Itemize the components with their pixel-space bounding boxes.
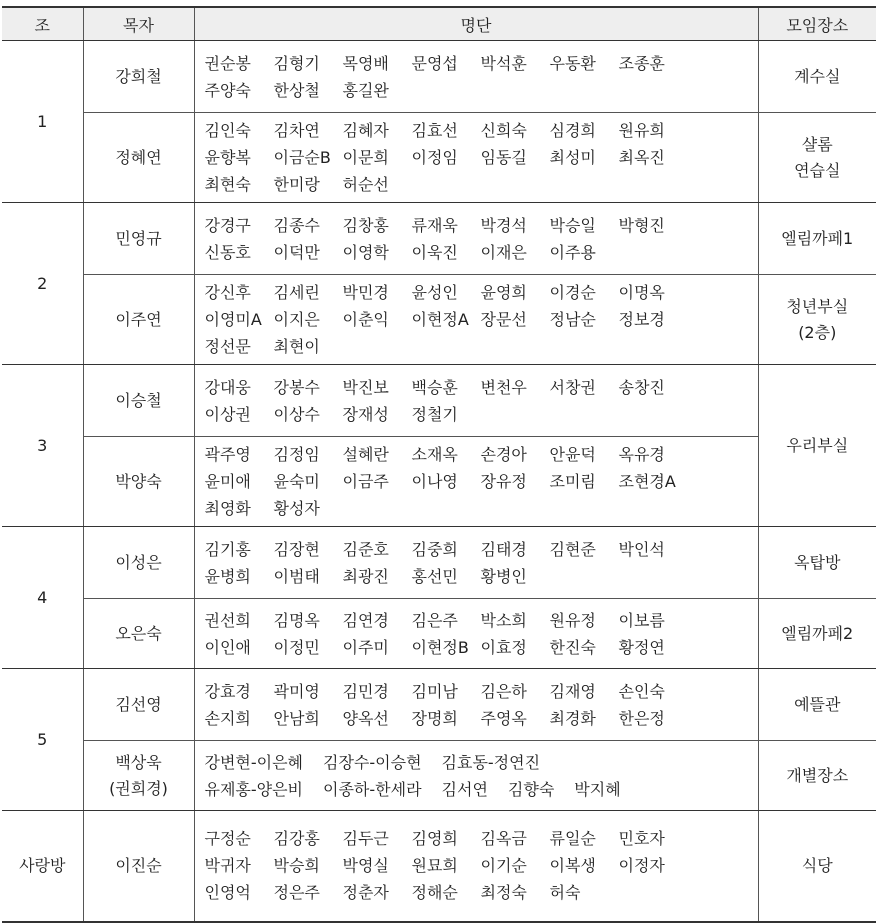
roster-body (2, 41, 876, 922)
pastor-line: 정혜연 (115, 147, 162, 167)
member-name: 이덕만 (273, 242, 320, 262)
member-name: 최정숙 (480, 883, 527, 903)
member-name: 박인석 (618, 539, 665, 559)
member-name: 김민경 (342, 681, 389, 701)
member-name: 인영억 (204, 883, 251, 903)
pastor-name (83, 527, 194, 599)
member-line (205, 678, 752, 705)
member-name: 허숙 (549, 883, 581, 903)
header-row (2, 7, 876, 41)
meeting-location (758, 275, 876, 365)
member-line (205, 749, 752, 776)
roster-row (2, 437, 876, 527)
location-line: 엘림까페2 (781, 623, 854, 643)
member-name: 박귀자 (204, 856, 251, 876)
group-number: 3 (2, 365, 83, 527)
member-name: 김세린 (273, 283, 320, 302)
member-name: 권순봉 (204, 53, 251, 73)
member-name: 조현경A (618, 472, 676, 491)
pastor-name (83, 669, 194, 741)
pastor-name (83, 599, 194, 669)
member-line (205, 852, 752, 879)
member-name: 양옥선 (342, 708, 389, 728)
member-name: 장유정 (480, 472, 527, 491)
member-name: 정철기 (411, 404, 458, 424)
member-name: 장재성 (342, 404, 389, 424)
member-name: 최영화 (204, 499, 251, 518)
member-line (205, 401, 752, 428)
member-name: 이영학 (342, 242, 389, 262)
member-name: 류일순 (549, 829, 596, 849)
member-name: 김향숙 (507, 779, 555, 799)
roster-table (2, 6, 876, 923)
member-name: 최옥진 (618, 148, 665, 167)
member-line (205, 212, 752, 239)
member-name: 이주용 (549, 242, 596, 262)
member-name: 이금순B (273, 148, 331, 167)
member-name: 이범태 (273, 566, 320, 586)
member-line (205, 333, 752, 360)
member-name: 이정민 (273, 637, 320, 657)
location-line: 개별장소 (786, 765, 849, 785)
member-line (205, 441, 752, 468)
member-line (205, 117, 752, 144)
member-name: 이복생 (549, 856, 596, 876)
meeting-location (758, 365, 876, 527)
pastor-line: 이진순 (115, 855, 162, 875)
member-name: 임동길 (480, 148, 527, 167)
member-name: 신희숙 (480, 121, 527, 140)
member-name: 설혜란 (342, 445, 389, 464)
member-list (194, 599, 758, 669)
member-name: 문영섭 (411, 53, 458, 73)
roster-row (2, 669, 876, 741)
member-name: 김현준 (549, 539, 596, 559)
roster-row (2, 275, 876, 365)
member-name: 심경희 (549, 121, 596, 140)
member-list (194, 41, 758, 113)
member-line (205, 776, 752, 803)
member-name: 조종훈 (618, 53, 665, 73)
location-line: 식당 (801, 855, 833, 875)
member-name: 홍선민 (411, 566, 458, 586)
member-name: 한진숙 (549, 637, 596, 657)
pastor-line: 민영규 (115, 228, 162, 248)
member-name: 이보름 (618, 610, 665, 630)
meeting-location (758, 669, 876, 741)
member-name: 이효정 (480, 637, 527, 657)
member-line (205, 171, 752, 198)
pastor-name (83, 203, 194, 275)
member-name: 이종하-한세라 (323, 779, 422, 799)
member-name: 이문희 (342, 148, 389, 167)
member-name: 윤병희 (204, 566, 251, 586)
member-name: 윤미애 (204, 472, 251, 491)
member-name: 강봉수 (273, 377, 320, 397)
member-name: 최현숙 (204, 175, 251, 194)
member-name: 신동호 (204, 242, 251, 262)
header-location: 모임장소 (758, 7, 876, 41)
location-line: 청년부실 (786, 296, 849, 316)
member-line (205, 705, 752, 732)
member-name: 김효동-정연진 (441, 752, 541, 772)
member-name: 강경구 (204, 215, 251, 235)
pastor-line: 이승철 (115, 390, 162, 410)
member-name: 김명옥 (273, 610, 320, 630)
member-name: 이춘익 (342, 310, 389, 329)
member-list (194, 741, 758, 811)
roster-row (2, 599, 876, 669)
roster-row (2, 113, 876, 203)
member-name: 이상권 (204, 404, 251, 424)
member-name: 한상철 (273, 80, 320, 100)
meeting-location (758, 41, 876, 113)
member-line (205, 879, 752, 906)
member-list (194, 669, 758, 741)
member-line (205, 374, 752, 401)
member-name: 손지희 (204, 708, 251, 728)
member-name: 안윤덕 (549, 445, 596, 464)
member-line (205, 536, 752, 563)
pastor-name (83, 741, 194, 811)
pastor-line: (권희경) (109, 778, 168, 798)
roster-row (2, 811, 876, 922)
member-name: 윤영희 (480, 283, 527, 302)
member-name: 윤향복 (204, 148, 251, 167)
member-list (194, 527, 758, 599)
member-line (205, 634, 752, 661)
member-name: 김정임 (273, 445, 320, 464)
member-name: 김두근 (342, 829, 389, 849)
location-line: (2층) (798, 322, 837, 342)
member-line (205, 607, 752, 634)
member-name: 김옥금 (480, 829, 527, 849)
member-line (205, 279, 752, 306)
member-name: 구정순 (204, 829, 251, 849)
member-list (194, 203, 758, 275)
member-name: 원유희 (618, 121, 665, 140)
member-name: 장명희 (411, 708, 458, 728)
member-name: 원묘희 (411, 856, 458, 876)
member-line (205, 495, 752, 522)
member-name: 유제홍-양은비 (204, 779, 304, 799)
member-name: 김인숙 (204, 121, 251, 140)
pastor-line: 백상욱 (115, 752, 162, 772)
member-line (205, 144, 752, 171)
pastor-line: 이성은 (115, 552, 162, 572)
meeting-location (758, 741, 876, 811)
member-name: 박진보 (342, 377, 389, 397)
member-name: 변천우 (480, 377, 527, 397)
member-name: 이명옥 (618, 283, 665, 302)
member-name: 황정연 (618, 637, 665, 657)
member-name: 김연경 (342, 610, 389, 630)
member-name: 강효경 (204, 681, 251, 701)
member-list (194, 365, 758, 437)
member-name: 목영배 (342, 53, 389, 73)
member-name: 서창권 (549, 377, 596, 397)
member-name: 원유정 (549, 610, 596, 630)
member-name: 박지혜 (574, 779, 621, 799)
member-name: 김차연 (273, 121, 320, 140)
member-name: 김효선 (411, 121, 458, 140)
meeting-location (758, 203, 876, 275)
member-name: 최현이 (273, 337, 320, 356)
member-name: 이욱진 (411, 242, 458, 262)
location-line: 옥탑방 (794, 552, 841, 572)
member-name: 안남희 (273, 708, 320, 728)
member-list (194, 275, 758, 365)
member-name: 민호자 (618, 829, 665, 849)
member-name: 김기홍 (204, 539, 251, 559)
member-name: 최광진 (342, 566, 389, 586)
pastor-name (83, 41, 194, 113)
location-line: 연습실 (794, 160, 841, 180)
member-name: 정춘자 (342, 883, 389, 903)
pastor-line: 강희철 (115, 66, 162, 86)
member-name: 권선희 (204, 610, 251, 630)
member-name: 김재영 (549, 681, 596, 701)
member-name: 정해순 (411, 883, 458, 903)
member-name: 윤숙미 (273, 472, 320, 491)
member-name: 박소희 (480, 610, 527, 630)
member-name: 박승희 (273, 856, 320, 876)
member-name: 정보경 (618, 310, 665, 329)
member-line (205, 239, 752, 266)
member-list (194, 811, 758, 922)
member-name: 이지은 (273, 310, 320, 329)
member-name: 윤성인 (411, 283, 458, 302)
member-name: 손경아 (480, 445, 527, 464)
member-name: 우동환 (549, 53, 596, 73)
group-number: 2 (2, 203, 83, 365)
group-number: 1 (2, 41, 83, 203)
member-name: 손인숙 (618, 681, 665, 701)
location-line: 우리부실 (786, 435, 849, 455)
member-name: 이금주 (342, 472, 389, 491)
member-list (194, 113, 758, 203)
member-name: 소재옥 (411, 445, 458, 464)
roster-row (2, 741, 876, 811)
group-number: 사랑방 (2, 811, 83, 922)
member-name: 박석훈 (480, 53, 527, 73)
member-name: 김장현 (273, 539, 320, 559)
member-name: 김태경 (480, 539, 527, 559)
pastor-name (83, 275, 194, 365)
member-name: 주영옥 (480, 708, 527, 728)
pastor-line: 오은숙 (115, 623, 162, 643)
member-name: 이현정A (411, 310, 469, 329)
member-name: 김강홍 (273, 829, 320, 849)
member-name: 이정자 (618, 856, 665, 876)
member-name: 강신후 (204, 283, 251, 302)
pastor-line: 김선영 (115, 694, 162, 714)
member-name: 백승훈 (411, 377, 458, 397)
member-name: 주양숙 (204, 80, 251, 100)
header-group: 조 (2, 7, 83, 41)
member-name: 김장수-이승현 (323, 752, 422, 772)
member-name: 김창홍 (342, 215, 389, 235)
member-name: 김종수 (273, 215, 320, 235)
member-line (205, 77, 752, 104)
pastor-line: 이주연 (115, 309, 162, 329)
member-name: 이나영 (411, 472, 458, 491)
member-name: 이주미 (342, 637, 389, 657)
roster-row (2, 203, 876, 275)
pastor-line: 박양숙 (115, 471, 162, 491)
member-name: 정은주 (273, 883, 320, 903)
member-name: 김영희 (411, 829, 458, 849)
meeting-location (758, 599, 876, 669)
group-number: 4 (2, 527, 83, 669)
member-name: 정남순 (549, 310, 596, 329)
member-name: 이현정B (411, 637, 469, 657)
location-line: 샬롬 (801, 134, 833, 154)
member-name: 김서연 (441, 779, 488, 799)
member-name: 김형기 (273, 53, 320, 73)
member-line (205, 306, 752, 333)
pastor-name (83, 811, 194, 922)
member-name: 조미림 (549, 472, 596, 491)
member-name: 박승일 (549, 215, 596, 235)
member-line (205, 468, 752, 495)
member-name: 박민경 (342, 283, 389, 302)
member-name: 곽미영 (273, 681, 320, 701)
member-name: 송창진 (618, 377, 665, 397)
meeting-location (758, 811, 876, 922)
member-name: 이상수 (273, 404, 320, 424)
member-name: 류재욱 (411, 215, 458, 235)
member-name: 김혜자 (342, 121, 389, 140)
header-members: 명단 (194, 7, 758, 41)
member-name: 한은정 (618, 708, 665, 728)
member-name: 김은주 (411, 610, 458, 630)
member-name: 황성자 (273, 499, 320, 518)
member-name: 이영미A (204, 310, 262, 329)
member-name: 최경화 (549, 708, 596, 728)
member-line (205, 563, 752, 590)
member-name: 곽주영 (204, 445, 251, 464)
member-name: 이정임 (411, 148, 458, 167)
meeting-location (758, 527, 876, 599)
member-line (205, 50, 752, 77)
roster-row (2, 365, 876, 437)
member-name: 이인애 (204, 637, 251, 657)
member-list (194, 437, 758, 527)
pastor-name (83, 437, 194, 527)
member-name: 박경석 (480, 215, 527, 235)
member-line (205, 825, 752, 852)
member-name: 최성미 (549, 148, 596, 167)
meeting-location (758, 113, 876, 203)
member-name: 정선문 (204, 337, 251, 356)
member-name: 홍길완 (342, 80, 389, 100)
pastor-name (83, 365, 194, 437)
location-line: 엘림까페1 (781, 228, 854, 248)
member-name: 장문선 (480, 310, 527, 329)
location-line: 예뜰관 (794, 694, 841, 714)
member-name: 김중희 (411, 539, 458, 559)
location-line: 계수실 (794, 66, 841, 86)
group-number: 5 (2, 669, 83, 811)
member-name: 황병인 (480, 566, 527, 586)
member-name: 김미남 (411, 681, 458, 701)
pastor-name (83, 113, 194, 203)
member-name: 이기순 (480, 856, 527, 876)
member-name: 강변현-이은혜 (204, 752, 304, 772)
member-name: 옥유경 (618, 445, 665, 464)
member-name: 김은하 (480, 681, 527, 701)
roster-row (2, 41, 876, 113)
member-name: 박형진 (618, 215, 665, 235)
member-name: 이경순 (549, 283, 596, 302)
member-name: 허순선 (342, 175, 389, 194)
roster-row (2, 527, 876, 599)
member-name: 한미랑 (273, 175, 320, 194)
member-name: 이재은 (480, 242, 527, 262)
header-pastor: 목자 (83, 7, 194, 41)
member-name: 강대웅 (204, 377, 251, 397)
member-name: 박영실 (342, 856, 389, 876)
member-name: 김준호 (342, 539, 389, 559)
